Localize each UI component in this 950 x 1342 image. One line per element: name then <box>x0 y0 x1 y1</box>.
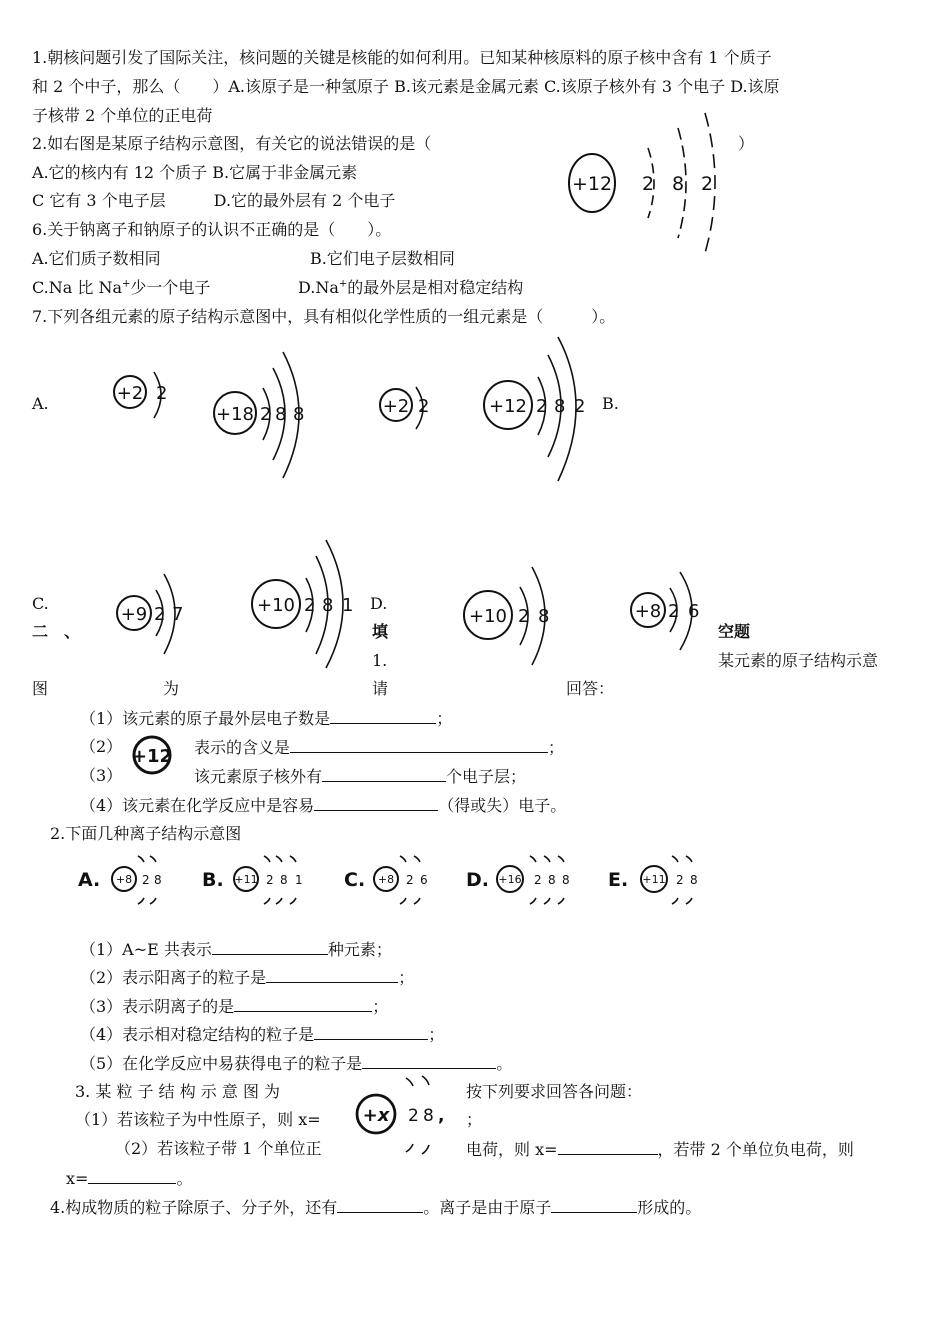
fill2-ion-e-shell-1: 2 <box>676 873 684 887</box>
fill2-q3-blank[interactable] <box>234 996 372 1012</box>
fill4-mid: 。离子是由于原子 <box>423 1198 552 1217</box>
fill1-item2-end: ； <box>548 738 565 757</box>
q6-option-b: B.它们电子层数相同 <box>310 249 455 268</box>
fill1-stem-wei: 为 <box>163 679 180 698</box>
q7-atom-a2 <box>205 350 315 480</box>
q7-atom-c2 <box>246 538 361 668</box>
fill2-ion-c-shell-2: 6 <box>420 873 428 887</box>
fill3-particle-diagram <box>350 1072 460 1162</box>
fill3-part2: （2）若该粒子带 1 个单位正 <box>115 1139 322 1158</box>
fill3-part3-end: 。 <box>176 1169 193 1188</box>
fill2-q4 <box>80 1024 444 1045</box>
q7-atom-c1-shell-2: 7 <box>172 604 184 625</box>
fill3-shell-1: 2 <box>408 1106 419 1126</box>
fill1-number: 1. <box>372 651 388 670</box>
fill2-ion-d-nucleus-label: +16 <box>498 873 522 886</box>
fill2-ion-a-nucleus-label: +8 <box>115 873 133 886</box>
fill2-ion-a-shell-2: 8 <box>154 873 162 887</box>
fill3-part1-tail: ； <box>466 1110 483 1129</box>
fill1-item2-text: 表示的含义是 <box>194 738 291 757</box>
fill3-part1: （1）若该粒子为中性原子，则 x= <box>75 1110 321 1129</box>
q7-atom-a2-shell-1: 2 <box>260 404 272 425</box>
fill2-ion-c-label: C. <box>344 869 366 891</box>
fill3-part2-tail-end: ，若带 2 个单位负电荷，则 <box>657 1140 854 1159</box>
fill1-item1-text: （1）该元素的原子最外层电子数是 <box>80 709 331 728</box>
q6-option-d <box>298 278 523 298</box>
fill2-ion-a <box>78 856 162 904</box>
q7-atom-d2 <box>626 570 716 660</box>
q7-atom-d1 <box>458 565 558 670</box>
q2-atom-diagram <box>560 108 730 258</box>
fill1-item4 <box>80 795 566 816</box>
fill1-item3 <box>194 766 526 787</box>
q7-atom-b2 <box>478 335 593 485</box>
q7-atom-a1-shell-1: 2 <box>156 383 168 404</box>
q6-option-d-post: 的最外层是相对稳定结构 <box>347 278 524 297</box>
q7-atom-a1 <box>110 370 180 430</box>
q7-atom-b2-shell-1: 2 <box>536 396 548 417</box>
section2-title-part2: 空题 <box>718 622 751 641</box>
fill2-q2-text: （2）表示阳离子的粒子是 <box>80 968 267 987</box>
q6-option-c-sup: + <box>122 278 131 290</box>
fill1-item3-num: （3） <box>80 766 123 785</box>
q7-atom-b2-shell-3: 2 <box>574 396 586 417</box>
fill2-ion-e-nucleus-label: +11 <box>642 873 666 886</box>
fill2-q1-text: （1）A~E 共表示 <box>80 940 212 959</box>
fill2-ion-c-nucleus-label: +8 <box>377 873 395 886</box>
q2-options-ab: A.它的核内有 12 个质子 B.它属于非金属元素 <box>32 163 358 182</box>
q6-option-a: A.它们质子数相同 <box>32 249 161 268</box>
q7-atom-c1-nucleus-label: +9 <box>120 604 148 625</box>
q2-shell-2-count: 8 <box>671 173 685 195</box>
fill4-end: 形成的。 <box>637 1198 702 1217</box>
q7-atom-c2-shell-1: 2 <box>304 595 316 616</box>
q2-shell-3-count: 2 <box>700 173 714 195</box>
fill1-item4-end: （得或失）电子。 <box>438 796 567 815</box>
fill3-comma-mark: , <box>438 1106 445 1126</box>
fill2-ion-e <box>608 856 698 904</box>
q6-option-d-pre: D.Na <box>298 278 339 297</box>
q7-atom-d2-nucleus-label: +8 <box>634 601 662 622</box>
fill3-part3 <box>66 1168 192 1189</box>
q2-paren-close: ） <box>738 134 755 153</box>
q6-option-c-pre: C.Na 比 Na <box>32 278 123 297</box>
q7-atom-d1-shell-1: 2 <box>518 606 530 627</box>
q6-stem: 6.关于钠离子和钠原子的认识不正确的是（ ）。 <box>32 220 392 239</box>
fill2-ion-a-label: A. <box>78 869 101 891</box>
q7-atom-d1-nucleus-label: +10 <box>469 606 507 627</box>
fill2-ion-b <box>202 856 303 904</box>
fill2-ion-a-shell-1: 2 <box>142 873 150 887</box>
fill2-q4-text: （4）表示相对稳定结构的粒子是 <box>80 1025 315 1044</box>
fill2-ion-b-shell-1: 2 <box>266 873 274 887</box>
fill1-item3-end: 个电子层； <box>446 767 527 786</box>
fill2-q5 <box>80 1053 512 1074</box>
fill2-ion-d-shell-3: 8 <box>562 873 570 887</box>
fill2-ion-b-shell-2: 8 <box>280 873 288 887</box>
section2-title-part1: 填 <box>372 622 389 641</box>
q7-atom-c2-nucleus-label: +10 <box>257 595 295 616</box>
fill2-q1 <box>80 939 392 960</box>
fill2-q5-blank[interactable] <box>362 1053 496 1069</box>
fill2-ion-d-label: D. <box>466 869 489 891</box>
fill3-shell-2: 8 <box>423 1106 434 1126</box>
q6-option-c <box>32 278 210 298</box>
q7-atom-b1-nucleus-label: +2 <box>382 396 410 417</box>
fill2-q3-text: （3）表示阴离子的是 <box>80 997 235 1016</box>
fill2-ion-diagrams <box>70 850 720 910</box>
fill2-ion-d-shell-1: 2 <box>534 873 542 887</box>
q7-atom-c2-shell-3: 1 <box>342 595 354 616</box>
q2-options-cd: C 它有 3 个电子层 D.它的最外层有 2 个电子 <box>32 191 396 210</box>
fill2-q3-end: ； <box>372 997 389 1016</box>
q7-atom-b2-shell-2: 8 <box>554 396 566 417</box>
fill2-ion-b-label: B. <box>202 869 224 891</box>
q2-shell-1-count: 2 <box>641 173 655 195</box>
fill1-item1 <box>80 708 452 729</box>
fill3-stem-tail: 按下列要求回答各问题： <box>466 1082 643 1101</box>
fill4-text: 4.构成物质的粒子除原子、分子外，还有 <box>50 1198 338 1217</box>
q7-atom-a2-shell-3: 8 <box>293 404 305 425</box>
fill2-q2 <box>80 967 414 988</box>
q7-atom-a2-nucleus-label: +18 <box>216 404 254 425</box>
fill1-item3-text: 该元素原子核外有 <box>194 767 323 786</box>
fill1-item2-blank[interactable] <box>290 737 548 753</box>
fill2-ion-d <box>466 856 570 904</box>
fill2-ion-b-nucleus-label: +11 <box>234 873 258 886</box>
fill3-part2-blank[interactable] <box>558 1139 658 1155</box>
q7-atom-c2-shell-2: 8 <box>322 595 334 616</box>
q7-atom-c1-shell-1: 2 <box>154 604 166 625</box>
fill2-q2-end: ； <box>398 968 415 987</box>
fill2-ion-c-shell-1: 2 <box>406 873 414 887</box>
fill1-item1-end: ； <box>436 709 453 728</box>
q7-atom-b1 <box>376 383 446 443</box>
fill2-ion-b-shell-3: 1 <box>295 873 303 887</box>
q2-nucleus-label: +12 <box>571 173 613 195</box>
fill1-item4-blank[interactable] <box>314 795 438 811</box>
fill1-nucleus-label: +12 <box>131 746 173 767</box>
fill1-item2-num: （2） <box>80 737 123 756</box>
q7-atom-d2-shell-1: 2 <box>668 601 680 622</box>
q7-label-a: A. <box>32 394 49 413</box>
q1-line2: 和 2 个中子，那么（ ）A.该原子是一种氢原子 B.该元素是金属元素 C.该原子核外有 3 个电子 D.该原 <box>32 77 780 96</box>
fill2-q5-text: （5）在化学反应中易获得电子的粒子是 <box>80 1054 363 1073</box>
q7-label-b: B. <box>602 394 619 413</box>
fill3-part2-tail <box>466 1139 854 1160</box>
fill1-stem-qing: 请 <box>372 679 389 698</box>
fill4-blank-2[interactable] <box>551 1197 637 1213</box>
fill1-item2 <box>194 737 564 758</box>
fill1-stem-tu: 图 <box>32 679 49 698</box>
fill3-part2-tail-text: 电荷，则 x= <box>466 1140 558 1159</box>
q7-label-c: C. <box>32 594 49 613</box>
fill1-stem-huida: 回答： <box>566 679 615 698</box>
fill3-stem: 3. 某 粒 子 结 构 示 意 图 为 <box>75 1082 281 1101</box>
fill1-item4-text: （4）该元素在化学反应中是容易 <box>80 796 315 815</box>
fill3-part3-text: x= <box>66 1169 89 1188</box>
q7-atom-a2-shell-2: 8 <box>275 404 287 425</box>
q7-atom-b2-nucleus-label: +12 <box>489 396 527 417</box>
q7-label-d: D. <box>370 594 388 613</box>
fill2-ion-c <box>344 856 428 904</box>
fill1-stem-tail: 某元素的原子结构示意 <box>718 651 879 670</box>
section2-number: 二 、 <box>32 622 81 641</box>
fill1-item3-blank[interactable] <box>322 766 446 782</box>
q7-atom-d2-shell-2: 6 <box>688 601 700 622</box>
fill2-q1-blank[interactable] <box>212 939 328 955</box>
q7-atom-d1-shell-2: 8 <box>538 606 550 627</box>
q1-line3: 子核带 2 个单位的正电荷 <box>32 106 213 125</box>
fill2-q5-end: 。 <box>496 1054 513 1073</box>
fill2-q4-blank[interactable] <box>314 1024 428 1040</box>
q7-atom-a1-nucleus-label: +2 <box>116 383 144 404</box>
q6-option-c-post: 少一个电子 <box>130 278 211 297</box>
fill2-ion-e-label: E. <box>608 869 629 891</box>
q1-line1: 1.朝核问题引发了国际关注，核问题的关键是核能的如何利用。已知某种核原料的原子核中含有 1 个质子 <box>32 48 772 67</box>
fill3-part3-blank[interactable] <box>88 1168 176 1184</box>
q6-option-d-sup: + <box>338 278 348 290</box>
fill2-q4-end: ； <box>428 1025 445 1044</box>
q2-stem: 2.如右图是某原子结构示意图，有关它的说法错误的是（ <box>32 134 432 153</box>
q7-atom-b1-shell-1: 2 <box>418 396 430 417</box>
fill1-item1-blank[interactable] <box>330 708 436 724</box>
fill2-ion-e-shell-2: 8 <box>690 873 698 887</box>
fill1-nucleus-diagram <box>130 734 180 776</box>
fill2-q2-blank[interactable] <box>266 967 398 983</box>
q7-atom-c1 <box>112 570 192 660</box>
fill2-q1-end: 种元素； <box>327 940 392 959</box>
fill4 <box>50 1197 701 1218</box>
q7-stem: 7.下列各组元素的原子结构示意图中，具有相似化学性质的一组元素是（ ）。 <box>32 307 616 326</box>
fill2-stem: 2.下面几种离子结构示意图 <box>50 824 242 843</box>
fill2-q3 <box>80 996 388 1017</box>
fill3-nucleus-label: +x <box>362 1105 390 1126</box>
fill2-ion-d-shell-2: 8 <box>548 873 556 887</box>
fill4-blank-1[interactable] <box>337 1197 423 1213</box>
